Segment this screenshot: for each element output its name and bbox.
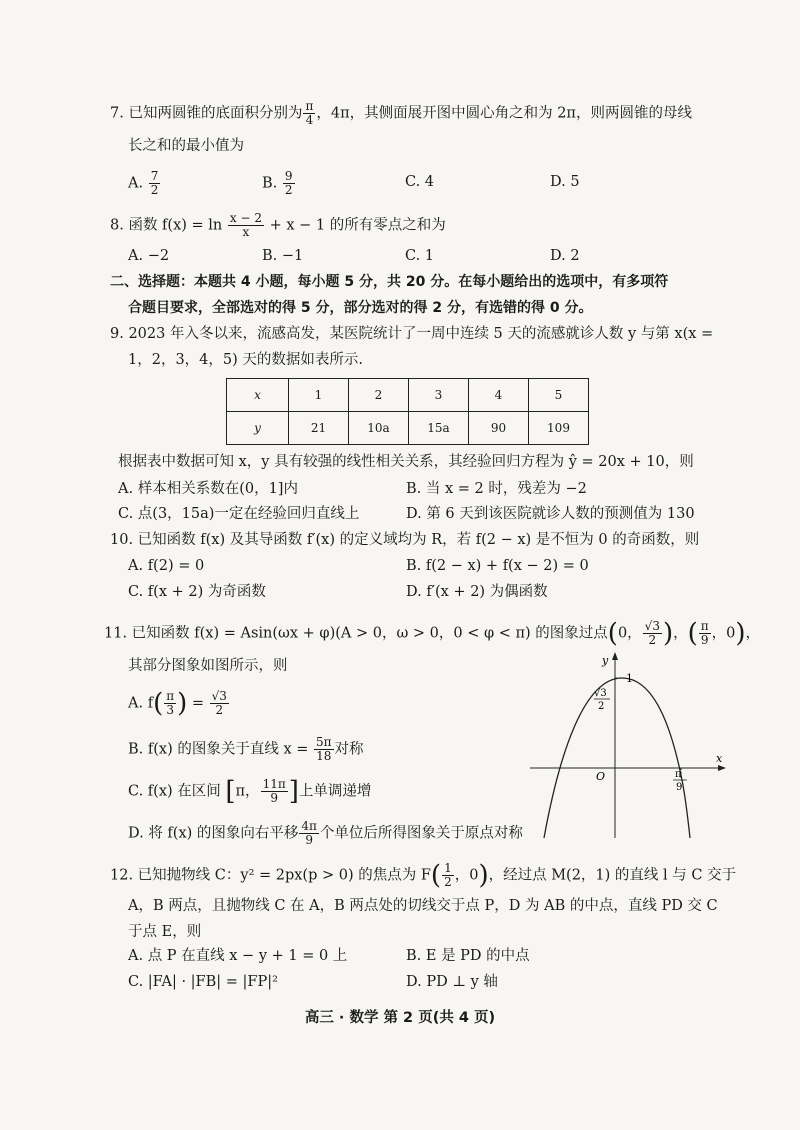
q9-line1: 9. 2023 年入冬以来，流感高发，某医院统计了一周中连续 5 天的流感就诊人数 y 与第 x(x = (110, 326, 714, 342)
q10-option-b: B. f(2 − x) + f(x − 2) = 0 (406, 558, 589, 574)
q12-option-a: A. 点 P 在直线 x − y + 1 = 0 上 (128, 948, 348, 964)
q7-option-a: A. $\frac{7}{2}$ (128, 169, 159, 197)
q9-option-a: A. 样本相关系数在(0，1]内 (118, 481, 298, 497)
graph-x-label: x (716, 752, 723, 765)
table-row: y 21 10a 15a 90 109 (227, 412, 589, 445)
graph-x-intercept-num: π (675, 769, 682, 780)
q10-option-c: C. f(x + 2) 为奇函数 (128, 584, 266, 600)
x-axis-arrow-icon (718, 765, 726, 771)
q10-option-a: A. f(2) = 0 (128, 558, 205, 574)
sine-curve (544, 678, 690, 838)
q7-option-c: C. 4 (405, 174, 435, 190)
q8-option-d: D. 2 (550, 248, 580, 264)
q7-fraction: $\frac{\pi}{4}$ (305, 99, 314, 127)
q12-option-b: B. E 是 PD 的中点 (406, 948, 530, 964)
q9-option-b: B. 当 x = 2 时，残差为 −2 (406, 481, 587, 497)
graph-x-intercept-den: 9 (676, 782, 683, 793)
q8-stem: 8. 函数 f(x) = ln $\frac{x - 2}{x}$ + x − 1 的所有零点之和为 (110, 211, 446, 239)
q8-option-a: A. −2 (128, 248, 170, 264)
q8-option-b: B. −1 (262, 248, 304, 264)
q11-option-b: B. f(x) 的图象关于直线 x = $\frac{5\pi}{18}$ 对称 (128, 735, 364, 763)
q10-stem: 10. 已知函数 f(x) 及其导函数 f′(x) 的定义域均为 R，若 f(2 − x) 是不恒为 0 的奇函数，则 (110, 532, 700, 548)
graph-peak-label: 1 (626, 672, 633, 685)
q11-sine-graph (530, 650, 730, 840)
q12-line3: 于点 E，则 (128, 924, 202, 940)
graph-y-intercept-den: 2 (598, 701, 605, 712)
q8-option-c: C. 1 (405, 248, 435, 264)
q7-line2: 长之和的最小值为 (128, 138, 244, 154)
q9-option-c: C. 点(3，15a)一定在经验回归直线上 (118, 506, 360, 522)
q9-option-d: D. 第 6 天到该医院就诊人数的预测值为 130 (406, 506, 695, 522)
page-footer: 高三 · 数学 第 2 页(共 4 页) (304, 1010, 496, 1026)
section2-line1: 二、选择题：本题共 4 小题，每小题 5 分，共 20 分。在每小题给出的选项中，有多项符 (110, 274, 669, 290)
q11-line2: 其部分图象如图所示，则 (128, 658, 288, 674)
q12-option-d: D. PD ⊥ y 轴 (406, 974, 498, 990)
q7-option-d: D. 5 (550, 174, 580, 190)
q11-option-c: C. f(x) 在区间 [π， $\frac{11\pi}{9}$ ]上单调递增 (128, 776, 372, 807)
q7-option-b: B. $\frac{9}{2}$ (262, 169, 293, 197)
graph-y-intercept-num: √3 (594, 688, 607, 699)
q9-line2: 1，2，3，4，5) 天的数据如表所示. (128, 352, 364, 368)
graph-origin-label: O (596, 770, 606, 783)
table-row: x 1 2 3 4 5 (227, 379, 589, 412)
q7-line1: 7. 已知两圆锥的底面积分别为 $\frac{\pi}{4}$ ，4π，其侧面展开图中圆心角之和为 2π，则两圆锥的母线 (110, 99, 692, 127)
q12-option-c: C. |FA| · |FB| = |FP|² (128, 974, 278, 990)
q11-option-d: D. 将 f(x) 的图象向右平移 $\frac{4\pi}{9}$ 个单位后所得图象关于原点对称 (128, 819, 523, 847)
y-axis-arrow-icon (612, 652, 618, 660)
q9-line3: 根据表中数据可知 x，y 具有较强的线性相关关系，其经验回归方程为 ŷ = 20x + 10，则 (118, 454, 694, 470)
graph-y-label: y (602, 654, 609, 667)
q11-stem: 11. 已知函数 f(x) = Asin(ωx + φ)(A > 0，ω > 0，0 < φ < π) 的图象过点(0， $\frac{√3}{2}$ )，( $\frac{\pi}{9}$ ，0)， (104, 618, 761, 649)
q12-line1: 12. 已知抛物线 C：y² = 2px(p > 0) 的焦点为 F( $\frac{1}{2}$ ，0)，经过点 M(2，1) 的直线 l 与 C 交于 (110, 860, 737, 891)
section2-line2: 合题目要求，全部选对的得 5 分，部分选对的得 2 分，有选错的得 0 分。 (128, 300, 593, 316)
q11-option-a: A. f( $\frac{\pi}{3}$ ) = $\frac{√3}{2}$ (128, 688, 227, 719)
q12-line2: A，B 两点，且抛物线 C 在 A，B 两点处的切线交于点 P，D 为 AB 的中点，直线 PD 交 C (128, 898, 718, 914)
q10-option-d: D. f′(x + 2) 为偶函数 (406, 584, 548, 600)
q9-data-table (226, 378, 589, 445)
